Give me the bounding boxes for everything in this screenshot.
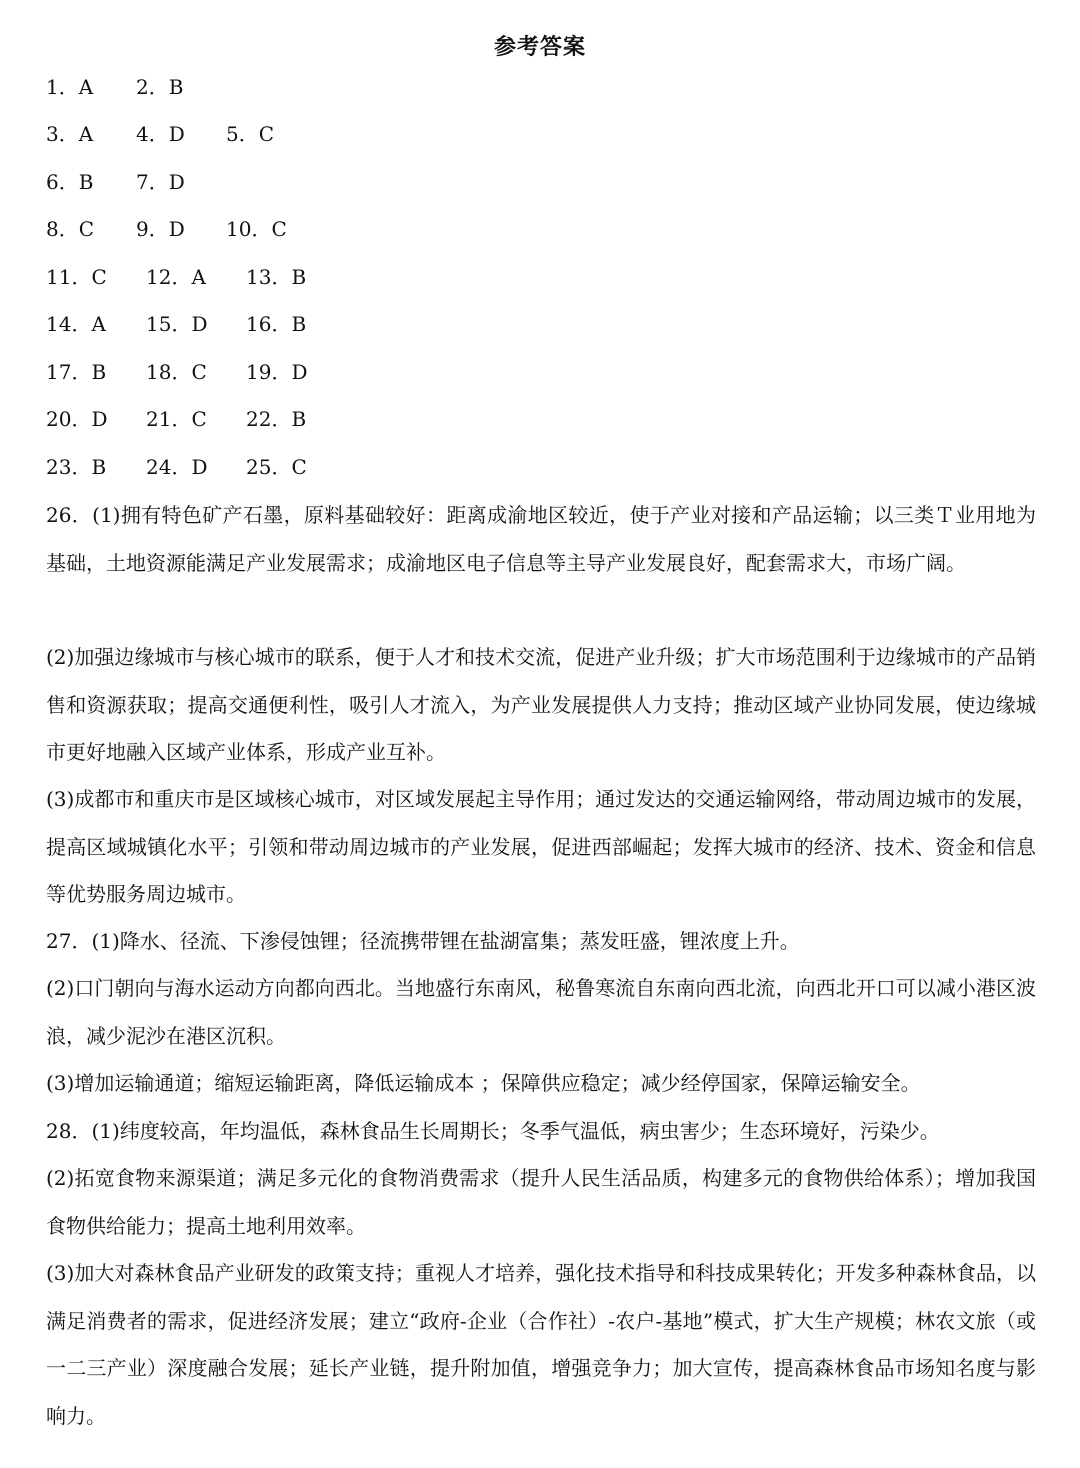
mc-answer: 12．A bbox=[146, 265, 206, 289]
mc-answer: 3．A bbox=[46, 122, 94, 146]
mc-answer: 14．A bbox=[46, 312, 106, 336]
mc-answer: 21．C bbox=[146, 407, 207, 431]
mc-answer: 11．C bbox=[46, 265, 107, 289]
mc-answer: 8．C bbox=[46, 217, 95, 241]
mc-answer: 2．B bbox=[136, 75, 184, 99]
answer-paragraph-26-3: (3)成都市和重庆市是区域核心城市，对区域发展起主导作用；通过发达的交通运输网络，带动周边城市的发展，提高区域城镇化水平；引领和带动周边城市的产业发展，促进西部崛起；发挥大城市的经济、技术、资金和信息等优势服务周边城市。 bbox=[46, 787, 1036, 906]
mc-answer: 7．D bbox=[136, 170, 185, 194]
answer-paragraph-27-3: (3)增加运输通道；缩短运输距离，降低运输成本 ；保障供应稳定；减少经停国家，保障运输安全。 bbox=[46, 1071, 921, 1095]
mc-answer: 16．B bbox=[246, 312, 307, 336]
mc-answer: 17．B bbox=[46, 360, 107, 384]
answer-paragraph-28-1: 28．(1)纬度较高，年均温低，森林食品生长周期长；冬季气温低，病虫害少；生态环境好，污染少。 bbox=[46, 1119, 940, 1143]
answer-paragraph-27-2: (2)口门朝向与海水运动方向都向西北。当地盛行东南风，秘鲁寒流自东南向西北流，向西北开口可以减小港区波浪，减少泥沙在港区沉积。 bbox=[46, 976, 1036, 1048]
mc-answer: 25．C bbox=[246, 455, 307, 479]
page-title: 参考答案 bbox=[493, 34, 586, 60]
mc-answer: 4．D bbox=[136, 122, 185, 146]
answer-paragraph-27-1: 27．(1)降水、径流、下渗侵蚀锂；径流携带锂在盐湖富集；蒸发旺盛，锂浓度上升。 bbox=[46, 929, 800, 953]
mc-answer: 24．D bbox=[146, 455, 208, 479]
mc-answer: 20．D bbox=[46, 407, 108, 431]
mc-answer: 9．D bbox=[136, 217, 185, 241]
mc-answer: 23．B bbox=[46, 455, 107, 479]
mc-answer: 19．D bbox=[246, 360, 308, 384]
answer-paragraph-28-2: (2)拓宽食物来源渠道；满足多元化的食物消费需求（提升人民生活品质，构建多元的食物供给体系）；增加我国食物供给能力；提高土地利用效率。 bbox=[46, 1166, 1036, 1238]
mc-answer: 15．D bbox=[146, 312, 208, 336]
mc-answer: 1．A bbox=[46, 75, 94, 99]
answer-paragraph-26-1: 26．(1)拥有特色矿产石墨，原料基础较好：距离成渝地区较近，使于产业对接和产品运输；以三类Ｔ业用地为基础，土地资源能满足产业发展需求；成渝地区电子信息等主导产业发展良好，配套需求大，市场广阔。 bbox=[46, 503, 1036, 575]
answer-paragraph-28-3: (3)加大对森林食品产业研发的政策支持；重视人才培养，强化技术指导和科技成果转化；开发多种森林食品，以满足消费者的需求，促进经济发展；建立“政府-企业（合作社）-农户-基地”模式，扩大生产规模；林农文旅（或一二三产业）深度融合发展；延长产业链，提升附加值，增强竞争力；加大宣传，提高森林食品市场知名度与影响力。 bbox=[46, 1261, 1036, 1428]
mc-answer: 22．B bbox=[246, 407, 307, 431]
answer-paragraph-26-2: (2)加强边缘城市与核心城市的联系，便于人才和技术交流，促进产业升级；扩大市场范围利于边缘城市的产品销售和资源获取；提高交通便利性，吸引人才流入，为产业发展提供人力支持；推动区域产业协同发展，使边缘城市更好地融入区域产业体系，形成产业互补。 bbox=[46, 645, 1036, 764]
mc-answer: 18．C bbox=[146, 360, 207, 384]
mc-answer: 6．B bbox=[46, 170, 94, 194]
mc-answer: 13．B bbox=[246, 265, 307, 289]
mc-answer: 5．C bbox=[226, 122, 275, 146]
mc-answer: 10．C bbox=[226, 217, 287, 241]
